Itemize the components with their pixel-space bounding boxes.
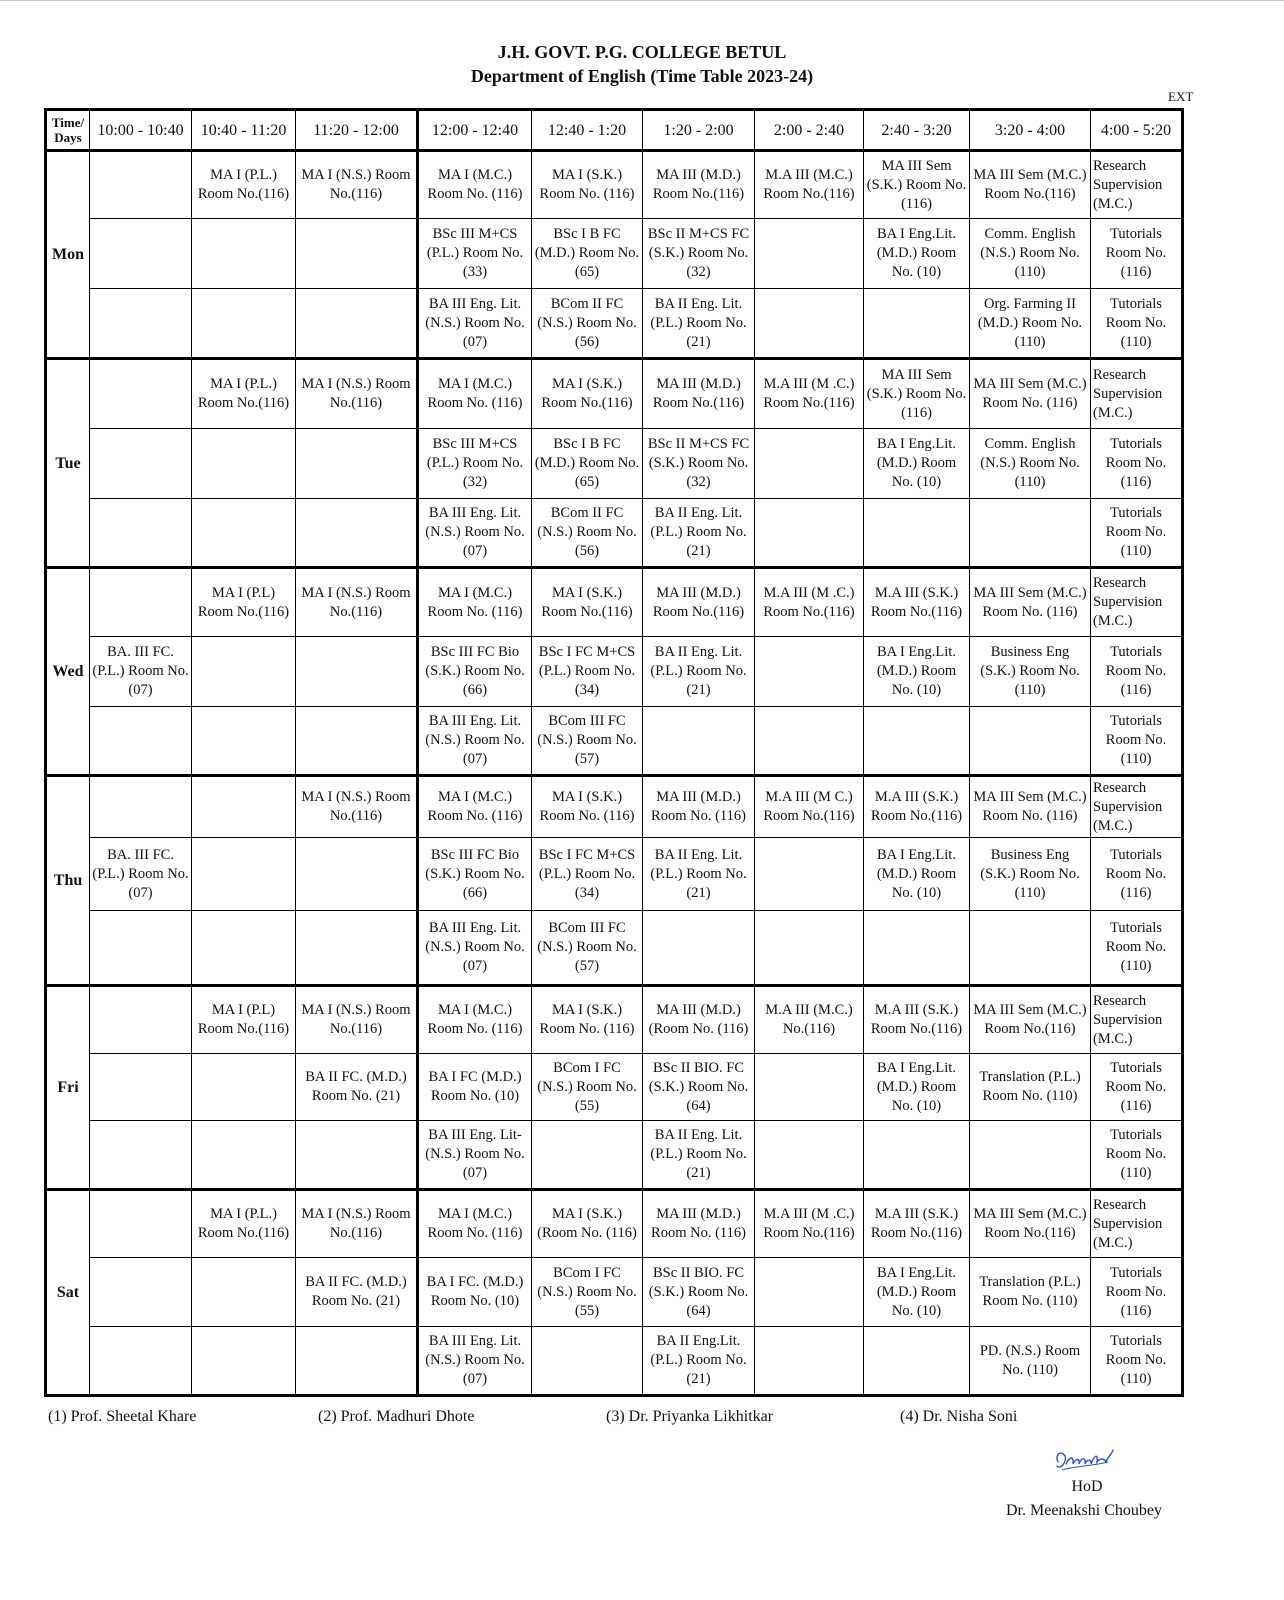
class-cell: MA III Sem (M.C.) Room No.(116) [970,151,1091,219]
class-cell: BA III Eng. Lit. (N.S.) Room No. (07) [418,1327,532,1396]
slot-header: 12:40 - 1:20 [532,110,643,151]
empty-cell [90,359,192,429]
slot-header: 2:00 - 2:40 [755,110,864,151]
class-cell: Tutorials Room No. (110) [1091,1121,1183,1190]
class-cell: BCom II FC (N.S.) Room No. (56) [532,289,643,359]
class-cell: BA I FC. (M.D.) Room No. (10) [418,1258,532,1327]
class-cell: MA I (N.S.) Room No.(116) [296,1190,418,1258]
empty-cell [90,1327,192,1396]
class-cell: MA III Sem (M.C.) Room No. (116) [970,359,1091,429]
class-cell: Tutorials Room No. (116) [1091,429,1183,499]
class-cell: BSc II M+CS FC (S.K.) Room No. (32) [643,429,755,499]
class-cell: MA III Sem (S.K.) Room No.(116) [864,151,970,219]
class-cell: MA III (M.D.) Room No.(116) [643,151,755,219]
class-cell: BSc II BIO. FC (S.K.) Room No. (64) [643,1258,755,1327]
class-cell: BSc I FC M+CS (P.L.) Room No. (34) [532,637,643,707]
empty-cell [296,707,418,776]
class-cell: MA I (P.L.) Room No.(116) [192,151,296,219]
class-cell: Comm. English (N.S.) Room No. (110) [970,219,1091,289]
class-cell: Tutorials Room No. (110) [1091,911,1183,986]
class-cell: Tutorials Room No. (110) [1091,1327,1183,1396]
empty-cell [90,499,192,568]
timetable-row [46,776,1183,838]
class-cell: MA I (S.K.) (Room No. (116) [532,1190,643,1258]
empty-cell [970,1121,1091,1190]
class-cell: MA III (M.D.) (Room No. (116) [643,986,755,1054]
class-cell: Tutorials Room No. (116) [1091,637,1183,707]
class-cell: Research Supervision (M.C.) [1091,776,1183,838]
class-cell: BA I Eng.Lit. (M.D.) Room No. (10) [864,838,970,911]
faculty-name: (2) Prof. Madhuri Dhote [318,1408,475,1425]
class-cell: MA I (N.S.) Room No.(116) [296,986,418,1054]
empty-cell [532,1327,643,1396]
class-cell: MA I (M.C.) Room No. (116) [418,1190,532,1258]
class-cell: M.A III (M C.) Room No.(116) [755,776,864,838]
empty-cell [643,911,755,986]
timetable-row [46,1190,1183,1258]
class-cell: BCom III FC (N.S.) Room No. (57) [532,707,643,776]
faculty-name: (4) Dr. Nisha Soni [900,1408,1018,1425]
class-cell: M.A III (M .C.) Room No.(116) [755,359,864,429]
empty-cell [296,219,418,289]
empty-cell [755,637,864,707]
timetable-row [46,289,1183,359]
empty-cell [296,838,418,911]
empty-cell [90,568,192,637]
class-cell: MA I (N.S.) Room No.(116) [296,359,418,429]
class-cell: MA I (S.K.) Room No.(116) [532,359,643,429]
class-cell: BA II FC. (M.D.) Room No. (21) [296,1258,418,1327]
class-cell: MA I (N.S.) Room No.(116) [296,151,418,219]
class-cell: BA II Eng. Lit. (P.L.) Room No. (21) [643,838,755,911]
empty-cell [970,499,1091,568]
empty-cell [755,499,864,568]
empty-cell [755,219,864,289]
class-cell: BA III Eng. Lit- (N.S.) Room No. (07) [418,1121,532,1190]
class-cell: BSc III M+CS (P.L.) Room No. (32) [418,429,532,499]
empty-cell [192,429,296,499]
document-subtitle: Department of English (Time Table 2023-24) [470,66,814,86]
class-cell: M.A III (S.K.) Room No.(116) [864,1190,970,1258]
empty-cell [90,776,192,838]
slot-header: 3:20 - 4:00 [970,110,1091,151]
empty-cell [192,1258,296,1327]
class-cell: M.A III (M.C.) No.(116) [755,986,864,1054]
timetable-row [46,838,1183,911]
empty-cell [755,1327,864,1396]
class-cell: Research Supervision (M.C.) [1091,1190,1183,1258]
class-cell: Tutorials Room No. (116) [1091,219,1183,289]
empty-cell [970,911,1091,986]
class-cell: BA II Eng. Lit. (P.L.) Room No. (21) [643,637,755,707]
timetable-row [46,429,1183,499]
class-cell: Research Supervision (M.C.) [1091,568,1183,637]
timetable-row [46,637,1183,707]
empty-cell [296,1327,418,1396]
class-cell: MA III Sem (M.C.) Room No.(116) [970,986,1091,1054]
class-cell: BCom I FC (N.S.) Room No. (55) [532,1258,643,1327]
timetable-row [46,1121,1183,1190]
slot-header: 10:00 - 10:40 [90,110,192,151]
class-cell: MA I (S.K.) Room No. (116) [532,986,643,1054]
empty-cell [755,1054,864,1121]
empty-cell [90,289,192,359]
empty-cell [90,151,192,219]
empty-cell [90,1190,192,1258]
empty-cell [755,1121,864,1190]
class-cell: Tutorials Room No. (116) [1091,1054,1183,1121]
class-cell: Tutorials Room No. (110) [1091,707,1183,776]
empty-cell [864,1121,970,1190]
empty-cell [755,707,864,776]
timetable-row [46,911,1183,986]
empty-cell [755,1258,864,1327]
class-cell: BSc III FC Bio (S.K.) Room No. (66) [418,838,532,911]
class-cell: MA III (M.D.) Room No.(116) [643,359,755,429]
class-cell: MA I (N.S.) Room No.(116) [296,568,418,637]
class-cell: MA I (M.C.) Room No. (116) [418,568,532,637]
class-cell: BA II Eng. Lit. (P.L.) Room No. (21) [643,499,755,568]
class-cell: MA I (P.L.) Room No.(116) [192,359,296,429]
top-rule [0,0,1284,1]
empty-cell [90,219,192,289]
day-label: Fri [46,986,90,1190]
timetable-row [46,499,1183,568]
class-cell: Tutorials Room No. (110) [1091,289,1183,359]
college-title: J.H. GOVT. P.G. COLLEGE BETUL [497,42,787,62]
class-cell: Tutorials Room No. (116) [1091,1258,1183,1327]
class-cell: Research Supervision (M.C.) [1091,359,1183,429]
class-cell: M.A III (M.C.) Room No.(116) [755,151,864,219]
class-cell: MA I (M.C.) Room No. (116) [418,986,532,1054]
class-cell: BCom I FC (N.S.) Room No. (55) [532,1054,643,1121]
class-cell: Research Supervision (M.C.) [1091,151,1183,219]
empty-cell [192,1327,296,1396]
class-cell: Tutorials Room No. (110) [1091,499,1183,568]
class-cell: MA I (P.L) Room No.(116) [192,986,296,1054]
faculty-name: (3) Dr. Priyanka Likhitkar [606,1408,774,1425]
empty-cell [296,637,418,707]
timetable-row [46,1054,1183,1121]
class-cell: Translation (P.L.) Room No. (110) [970,1054,1091,1121]
empty-cell [864,1327,970,1396]
class-cell: MA III (M.D.) Room No. (116) [643,776,755,838]
class-cell: BSc II M+CS FC (S.K.) Room No. (32) [643,219,755,289]
class-cell: MA I (S.K.) Room No. (116) [532,151,643,219]
class-cell: BSc I B FC (M.D.) Room No. (65) [532,429,643,499]
class-cell: BA I Eng.Lit. (M.D.) Room No. (10) [864,1054,970,1121]
class-cell: M.A III (S.K.) Room No.(116) [864,986,970,1054]
slot-header: 12:00 - 12:40 [418,110,532,151]
timetable-header-row [46,110,1183,151]
class-cell: BA II Eng. Lit. (P.L.) Room No. (21) [643,1121,755,1190]
class-cell: MA I (P.L) Room No.(116) [192,568,296,637]
empty-cell [296,289,418,359]
class-cell: Business Eng (S.K.) Room No. (110) [970,838,1091,911]
empty-cell [90,911,192,986]
class-cell: BA II Eng. Lit. (P.L.) Room No. (21) [643,289,755,359]
timetable-row [46,707,1183,776]
class-cell: BA I FC (M.D.) Room No. (10) [418,1054,532,1121]
timetable-row [46,151,1183,219]
empty-cell [296,911,418,986]
class-cell: Research Supervision (M.C.) [1091,986,1183,1054]
class-cell: MA I (S.K.) Room No. (116) [532,776,643,838]
class-cell: M.A III (M .C.) Room No.(116) [755,568,864,637]
slot-header: 2:40 - 3:20 [864,110,970,151]
empty-cell [90,986,192,1054]
class-cell: BA I Eng.Lit. (M.D.) Room No. (10) [864,429,970,499]
class-cell: Comm. English (N.S.) Room No. (110) [970,429,1091,499]
class-cell: MA I (M.C.) Room No. (116) [418,151,532,219]
class-cell: Business Eng (S.K.) Room No. (110) [970,637,1091,707]
empty-cell [192,499,296,568]
empty-cell [864,289,970,359]
empty-cell [192,1121,296,1190]
empty-cell [296,429,418,499]
ext-label: EXT [1168,89,1194,104]
class-cell: BA II Eng.Lit. (P.L.) Room No. (21) [643,1327,755,1396]
corner-time-label: Time/ [51,115,85,130]
empty-cell [296,1121,418,1190]
timetable-row [46,359,1183,429]
empty-cell [755,289,864,359]
class-cell: BSc I B FC (M.D.) Room No. (65) [532,219,643,289]
empty-cell [755,911,864,986]
class-cell: MA I (M.C.) Room No. (116) [418,776,532,838]
timetable-row [46,1258,1183,1327]
class-cell: MA III Sem (M.C.) Room No.(116) [970,1190,1091,1258]
hod-role: HoD [1071,1478,1103,1495]
timetable-row [46,568,1183,637]
class-cell: BA III Eng. Lit. (N.S.) Room No. (07) [418,911,532,986]
empty-cell [864,707,970,776]
class-cell: MA I (N.S.) Room No.(116) [296,776,418,838]
class-cell: MA III (M.D.) Room No.(116) [643,568,755,637]
empty-cell [755,429,864,499]
class-cell: MA III Sem (M.C.) Room No. (116) [970,776,1091,838]
class-cell: MA III Sem (M.C.) Room No. (116) [970,568,1091,637]
slot-header: 1:20 - 2:00 [643,110,755,151]
class-cell: MA I (P.L.) Room No.(116) [192,1190,296,1258]
class-cell: Tutorials Room No. (116) [1091,838,1183,911]
empty-cell [90,707,192,776]
slot-header: 10:40 - 11:20 [192,110,296,151]
hod-signature [1052,1444,1116,1478]
class-cell: M.A III (M .C.) Room No.(116) [755,1190,864,1258]
class-cell: BA III Eng. Lit. (N.S.) Room No. (07) [418,499,532,568]
slot-header: 4:00 - 5:20 [1091,110,1183,151]
hod-name: Dr. Meenakshi Choubey [1006,1502,1162,1519]
day-label: Tue [46,359,90,568]
time-days-corner [46,110,90,151]
empty-cell [643,707,755,776]
class-cell: PD. (N.S.) Room No. (110) [970,1327,1091,1396]
day-label: Mon [46,151,90,359]
empty-cell [192,219,296,289]
class-cell: MA III Sem (S.K.) Room No.(116) [864,359,970,429]
class-cell: BA. III FC. (P.L.) Room No. (07) [90,637,192,707]
empty-cell [192,707,296,776]
class-cell: BSc II BIO. FC (S.K.) Room No. (64) [643,1054,755,1121]
empty-cell [192,838,296,911]
empty-cell [192,776,296,838]
timetable-row [46,219,1183,289]
timetable [44,108,1184,1397]
class-cell: BSc III M+CS (P.L.) Room No. (33) [418,219,532,289]
class-cell: MA III (M.D.) Room No. (116) [643,1190,755,1258]
class-cell: Org. Farming II (M.D.) Room No. (110) [970,289,1091,359]
empty-cell [90,1258,192,1327]
class-cell: BCom II FC (N.S.) Room No. (56) [532,499,643,568]
empty-cell [192,289,296,359]
class-cell: BA I Eng.Lit. (M.D.) Room No. (10) [864,219,970,289]
empty-cell [532,1121,643,1190]
class-cell: BA I Eng.Lit. (M.D.) Room No. (10) [864,637,970,707]
empty-cell [192,911,296,986]
timetable-row [46,986,1183,1054]
class-cell: BSc I FC M+CS (P.L.) Room No. (34) [532,838,643,911]
empty-cell [192,1054,296,1121]
empty-cell [90,1121,192,1190]
day-label: Wed [46,568,90,776]
empty-cell [864,499,970,568]
corner-days-label: Days [54,130,82,145]
empty-cell [296,499,418,568]
class-cell: MA I (M.C.) Room No. (116) [418,359,532,429]
class-cell: M.A III (S.K.) Room No.(116) [864,568,970,637]
class-cell: BCom III FC (N.S.) Room No. (57) [532,911,643,986]
class-cell: BA III Eng. Lit. (N.S.) Room No. (07) [418,707,532,776]
class-cell: M.A III (S.K.) Room No.(116) [864,776,970,838]
empty-cell [970,707,1091,776]
class-cell: BA I Eng.Lit. (M.D.) Room No. (10) [864,1258,970,1327]
class-cell: BA II FC. (M.D.) Room No. (21) [296,1054,418,1121]
timetable-row [46,1327,1183,1396]
empty-cell [192,637,296,707]
class-cell: BA III Eng. Lit. (N.S.) Room No. (07) [418,289,532,359]
faculty-name: (1) Prof. Sheetal Khare [48,1408,197,1425]
class-cell: BA. III FC. (P.L.) Room No. (07) [90,838,192,911]
day-label: Sat [46,1190,90,1396]
class-cell: Translation (P.L.) Room No. (110) [970,1258,1091,1327]
empty-cell [90,429,192,499]
empty-cell [90,1054,192,1121]
day-label: Thu [46,776,90,986]
class-cell: MA I (S.K.) Room No.(116) [532,568,643,637]
slot-header: 11:20 - 12:00 [296,110,418,151]
empty-cell [864,911,970,986]
class-cell: BSc III FC Bio (S.K.) Room No. (66) [418,637,532,707]
empty-cell [755,838,864,911]
